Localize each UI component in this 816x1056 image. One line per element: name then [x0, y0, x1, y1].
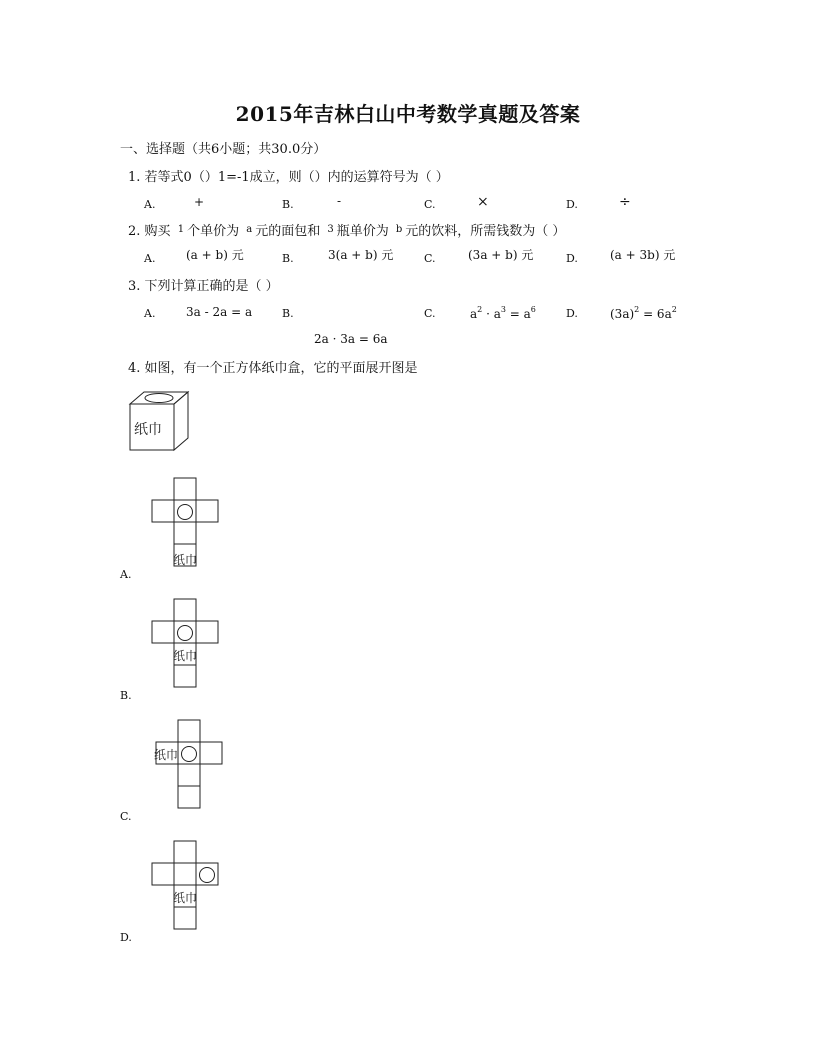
tissue-opening — [178, 626, 193, 641]
question-text: 下列计算正确的是（ ） — [144, 279, 279, 294]
number-1: 1 — [177, 224, 185, 235]
question-text: 如图，有一个正方体纸巾盒，它的平面展开图是 — [144, 361, 418, 376]
section-heading: 一、选择题（共6小题；共30.0分） — [120, 142, 327, 157]
q2-option-d-label: D. — [566, 252, 578, 265]
q3-option-d — [610, 305, 677, 321]
q3-option-a: 3a - 2a = a — [186, 305, 253, 319]
net-option-d — [150, 839, 222, 935]
math-term: (3a) — [610, 307, 635, 321]
net-face — [196, 621, 218, 643]
question-text: 元的面包和 — [255, 224, 321, 239]
q2-option-a: (a + b) 元 — [186, 248, 244, 262]
question-number: 1. — [128, 170, 141, 185]
net-face — [152, 621, 174, 643]
page-title: 2015年吉林白山中考数学真题及答案 — [235, 102, 581, 126]
q3-option-b-label: B. — [282, 307, 294, 320]
cube-side-face — [174, 392, 188, 450]
math-term: = a — [505, 307, 531, 321]
question-3 — [128, 275, 279, 294]
question-2 — [128, 220, 565, 239]
question-number: 2. — [128, 224, 141, 239]
net-face — [178, 720, 200, 742]
net-face — [174, 665, 196, 687]
q3-option-a-label: A. — [144, 307, 156, 320]
net-face — [174, 522, 196, 544]
q3-option-d-label: D. — [566, 307, 578, 320]
q2-option-b: 3(a + b) 元 — [328, 248, 394, 262]
net-face — [196, 500, 218, 522]
number-3: 3 — [327, 224, 334, 235]
q3-option-b: 2a · 3a = 6a — [314, 332, 388, 346]
net-option-b — [150, 597, 222, 693]
exponent: 6 — [530, 305, 536, 314]
q2-option-d: (a + 3b) 元 — [610, 248, 676, 262]
net-face — [152, 863, 174, 885]
tissue-opening — [145, 394, 173, 403]
q4-option-d-label: D. — [120, 931, 132, 944]
net-face — [152, 500, 174, 522]
tissue-opening — [182, 747, 197, 762]
net-face — [174, 863, 196, 885]
net-face — [178, 764, 200, 786]
q1-option-c-label: C. — [424, 198, 436, 211]
question-number: 3. — [128, 279, 141, 294]
q4-option-b-label: B. — [120, 689, 132, 702]
net-face — [200, 742, 222, 764]
exponent: 2 — [477, 305, 483, 314]
question-number: 4. — [128, 361, 141, 376]
question-text: 若等式0（）1=-1成立，则（）内的运算符号为（ ） — [144, 170, 449, 185]
net-face-label: 纸巾 — [173, 649, 198, 663]
math-term: a — [470, 307, 478, 321]
box-label: 纸巾 — [134, 422, 162, 438]
question-text: 元的饮料，所需钱数为（ ） — [405, 224, 566, 239]
net-option-c — [152, 718, 226, 814]
variable-b: b — [395, 224, 403, 235]
exponent: 3 — [500, 305, 506, 314]
tissue-opening — [200, 868, 215, 883]
question-text: 瓶单价为 — [336, 224, 389, 239]
exponent: 2 — [671, 305, 677, 314]
q3-option-c-label: C. — [424, 307, 436, 320]
net-face — [178, 786, 200, 808]
net-face-label: 纸巾 — [173, 553, 198, 567]
q1-option-c: × — [477, 194, 489, 210]
question-4 — [128, 357, 418, 376]
q1-option-d: ÷ — [619, 194, 631, 210]
question-text: 购买 — [144, 224, 171, 239]
math-term: = 6a — [639, 307, 672, 321]
tissue-opening — [178, 505, 193, 520]
math-term: · a — [482, 307, 501, 321]
net-face — [174, 841, 196, 863]
q1-option-a: + — [194, 195, 205, 209]
q1-option-b: - — [337, 194, 342, 208]
exponent: 2 — [634, 305, 640, 314]
q1-option-b-label: B. — [282, 198, 294, 211]
q4-option-c-label: C. — [120, 810, 132, 823]
net-face — [174, 599, 196, 621]
question-1 — [128, 166, 449, 185]
q1-option-a-label: A. — [144, 198, 156, 211]
q2-option-a-label: A. — [144, 252, 156, 265]
question-text: 个单价为 — [187, 224, 240, 239]
q2-option-c: (3a + b) 元 — [468, 248, 534, 262]
q4-option-a-label: A. — [120, 568, 132, 581]
net-face — [174, 907, 196, 929]
net-option-a — [150, 476, 222, 572]
tissue-box-figure — [128, 390, 192, 454]
net-face-label: 纸巾 — [173, 891, 198, 905]
q1-option-d-label: D. — [566, 198, 578, 211]
variable-a: a — [246, 224, 253, 235]
net-face — [174, 478, 196, 500]
q2-option-b-label: B. — [282, 252, 294, 265]
q3-option-c — [470, 305, 536, 321]
net-face-label: 纸巾 — [154, 748, 179, 762]
q2-option-c-label: C. — [424, 252, 436, 265]
